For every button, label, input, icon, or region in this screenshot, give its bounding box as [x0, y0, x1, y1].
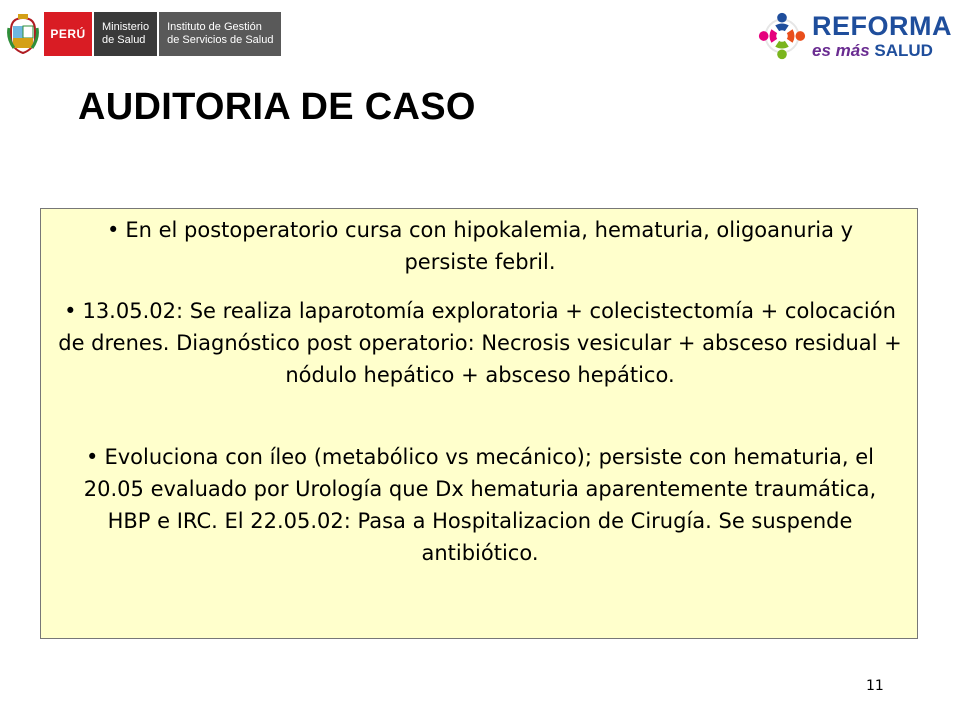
slide-title: AUDITORIA DE CASO: [78, 86, 476, 128]
bullet-text: 13.05.02: Se realiza laparotomía exploratoria + colecistectomía + colocación de drenes. Diagnóstico post operatorio: Necrosis vesicular + absceso residual + nódulo hepático + absceso hepático.: [58, 299, 902, 387]
bullet-dot: •: [106, 218, 120, 242]
reforma-title: REFORMA: [812, 11, 952, 41]
government-logo: [6, 12, 281, 56]
bullet-item: [41, 214, 919, 278]
bullet-item: [41, 441, 919, 569]
bullet-dot: •: [86, 445, 99, 469]
reforma-people-icon: [756, 9, 808, 63]
ministry-label: [92, 12, 157, 56]
bullet-item: [41, 295, 919, 391]
reforma-logo: [756, 8, 952, 64]
coat-of-arms-icon: [6, 12, 40, 56]
bullet-text: En el postoperatorio cursa con hipokalemia, hematuria, oligoanuria y persiste febril.: [125, 218, 854, 274]
ministry-line-1: Ministerio: [102, 21, 150, 33]
bullet-text: Evoluciona con íleo (metabólico vs mecánico); persiste con hematuria, el 20.05 evaluado por Urología que Dx hematuria aparentemente traumática, HBP e IRC. El 22.05.02: Pasa a Hospitalizacion de Cirugía. Se suspende antibiótico.: [83, 445, 877, 565]
bullet-dot: •: [64, 299, 77, 323]
page-number: 11: [866, 678, 884, 694]
reforma-subtitle-part1: es más: [812, 41, 870, 60]
reforma-wordmark: [812, 13, 952, 59]
peru-label: PERÚ: [44, 12, 92, 56]
institute-label: [157, 12, 281, 56]
institute-line-2: de Servicios de Salud: [167, 34, 274, 46]
institute-line-1: Instituto de Gestión: [167, 21, 262, 33]
content-box: [40, 208, 918, 639]
ministry-line-2: de Salud: [102, 34, 146, 46]
reforma-subtitle-part2: SALUD: [874, 41, 933, 60]
reforma-subtitle: [812, 42, 952, 59]
